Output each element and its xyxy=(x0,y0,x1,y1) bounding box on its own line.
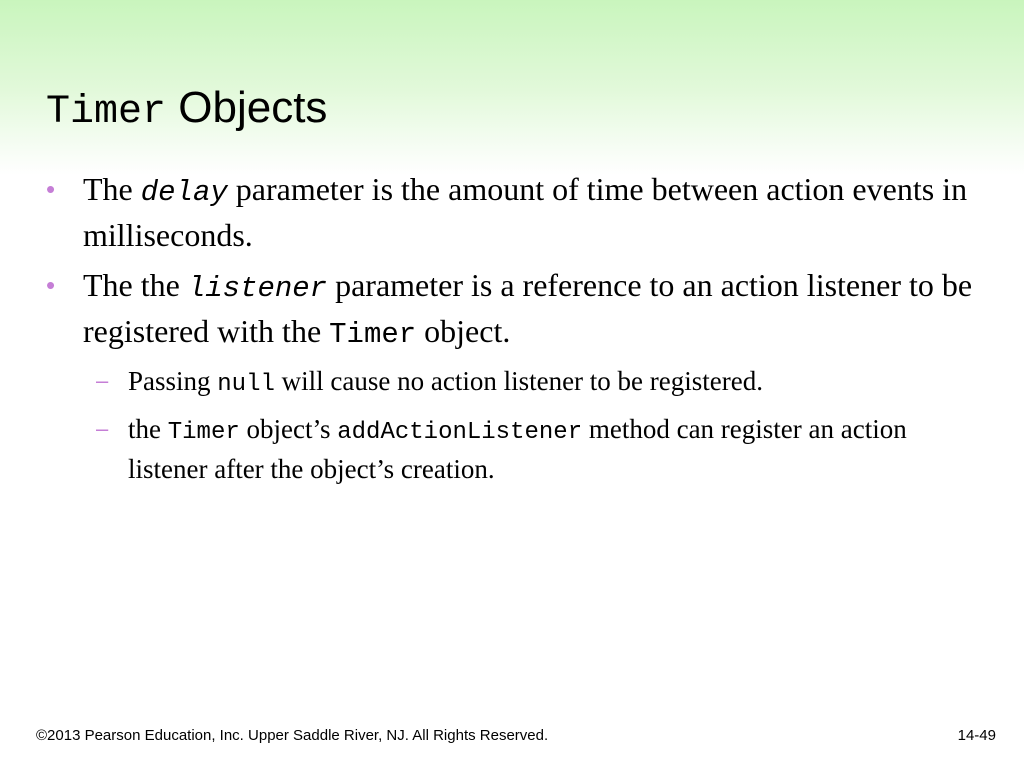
code-listener: listener xyxy=(187,272,328,305)
dash-marker: – xyxy=(96,416,109,441)
title-code: Timer xyxy=(46,90,167,135)
dash-marker: – xyxy=(96,368,109,393)
bullet-text: The the xyxy=(83,267,188,303)
bullet-marker: • xyxy=(46,174,56,204)
subbullet-text: object’s xyxy=(239,414,338,444)
bullet-listener xyxy=(46,264,986,356)
footer-copyright: ©2013 Pearson Education, Inc. Upper Saddle River, NJ. All Rights Reserved. xyxy=(36,727,549,744)
title-text: Objects xyxy=(178,83,328,132)
subbullet-add-action-listener xyxy=(92,411,986,487)
subbullet-text: will cause no action listener to be registered. xyxy=(274,366,763,396)
footer-page-number: 14-49 xyxy=(957,727,996,744)
subbullet-text: the xyxy=(128,414,168,444)
bullet-delay xyxy=(46,168,986,257)
slide-title xyxy=(46,80,327,141)
slide-body xyxy=(46,168,986,495)
code-timer: Timer xyxy=(167,419,240,446)
bullet-text: The xyxy=(83,171,141,207)
bullet-text: parameter is the amount of time between action events in milliseconds. xyxy=(83,171,968,253)
code-timer: Timer xyxy=(329,318,417,351)
subbullet-text: method can register an action listener after the object’s creation. xyxy=(128,414,907,484)
subbullet-text: Passing xyxy=(128,366,218,396)
subbullet-null xyxy=(92,363,986,403)
code-add-action-listener: addActionListener xyxy=(337,419,583,446)
bullet-marker: • xyxy=(46,270,56,300)
bullet-text: parameter is a reference to an action listener to be registered with the xyxy=(83,267,973,349)
code-null: null xyxy=(217,371,275,398)
bullet-text: object. xyxy=(416,313,511,349)
code-delay: delay xyxy=(140,176,228,209)
